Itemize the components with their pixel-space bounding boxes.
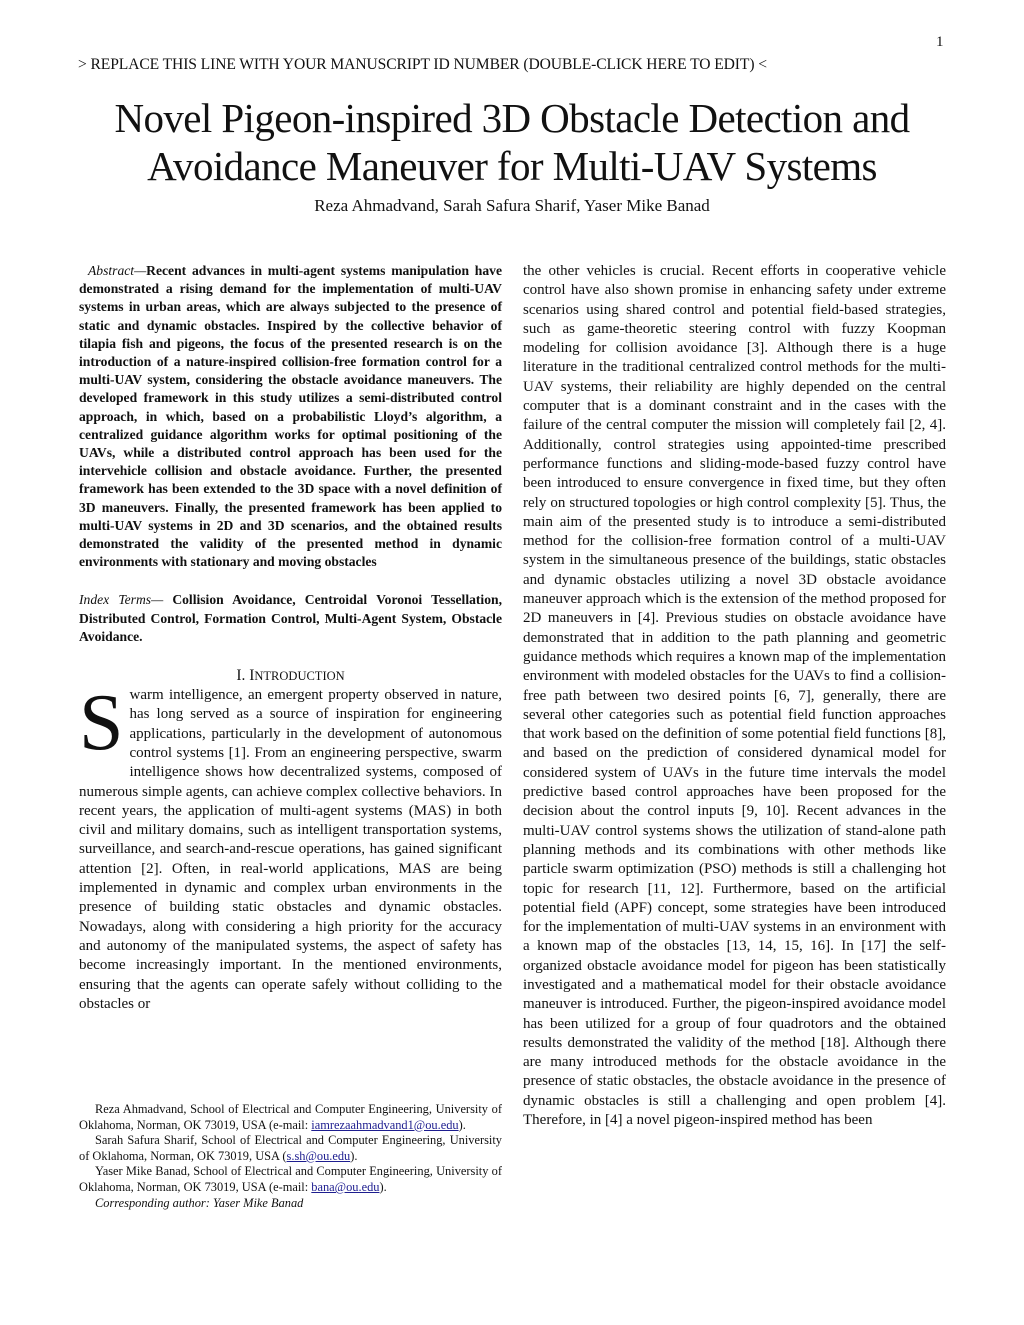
abstract-label: Abstract bbox=[88, 263, 135, 278]
author-list: Reza Ahmadvand, Sarah Safura Sharif, Yaser Mike Banad bbox=[314, 196, 710, 215]
right-column bbox=[523, 262, 946, 1130]
index-terms-text: Collision Avoidance, Centroidal Voronoi Tessellation, Distributed Control, Formation Control, Multi-Agent System, Obstacle Avoidance. bbox=[79, 592, 502, 644]
footnote-text: Yaser Mike Banad, School of Electrical and Computer Engineering, University of Oklahoma, Norman, OK 73019, USA (e-mail: bbox=[79, 1164, 502, 1194]
abstract bbox=[79, 262, 502, 571]
abstract-text: Recent advances in multi-agent systems manipulation have demonstrated a rising demand for the implementation of multi-UAV systems in urban areas, which are always subjected to the presence of static and dynamic obstacles. Inspired by the collective behavior of tilapia fish and pigeons, the focus of the presented research is on the introduction of a nature-inspired collision-free formation control for a multi-UAV system, considering the obstacle avoidance maneuvers. The developed framework in this study utilizes a semi-distributed control approach, in which, based on a probabilistic Lloyd’s algorithm, a centralized guidance algorithm works for optimal positioning of the UAVs, while a distributed control approach has been used for the intervehicle collision and obstacle avoidance. Further, the presented framework has been extended to the 3D space with a novel definition of 3D maneuvers. Finally, the presented framework has been applied to multi-UAV systems in 2D and 3D scenarios, and the obtained results demonstrated the validity of the presented method in dynamic environments with stationary and moving obstacles bbox=[79, 263, 502, 570]
index-terms-label: Index Terms bbox=[79, 592, 152, 608]
footnote-text: Reza Ahmadvand, School of Electrical and Computer Engineering, University of Oklahoma, Norman, OK 73019, USA (e-mail: bbox=[79, 1102, 502, 1132]
footnote-text-end: ). bbox=[458, 1117, 466, 1132]
section-heading-introduction bbox=[79, 666, 502, 686]
index-terms-dash: — bbox=[151, 592, 173, 608]
abstract-dash: — bbox=[134, 263, 147, 278]
footnote-author-2 bbox=[79, 1133, 502, 1164]
section-numeral: I. I bbox=[236, 667, 255, 685]
title-line-1: Novel Pigeon-inspired 3D Obstacle Detection and bbox=[114, 95, 910, 141]
author-footnotes bbox=[79, 1102, 502, 1211]
footnote-author-3 bbox=[79, 1164, 502, 1195]
paper-title bbox=[0, 94, 1024, 190]
footnote-author-1 bbox=[79, 1102, 502, 1133]
title-line-2: Avoidance Maneuver for Multi-UAV Systems bbox=[147, 143, 877, 189]
manuscript-id-header[interactable]: > REPLACE THIS LINE WITH YOUR MANUSCRIPT ID NUMBER (DOUBLE-CLICK HERE TO EDIT) < bbox=[78, 56, 767, 73]
email-link-ahmadvand[interactable]: iamrezaahmadvand1@ou.edu bbox=[311, 1117, 459, 1132]
introduction-paragraph bbox=[79, 679, 502, 1014]
email-link-sharif[interactable]: s.sh@ou.edu bbox=[286, 1148, 351, 1163]
introduction-continued: the other vehicles is crucial. Recent efforts in cooperative vehicle control have also shown promise in enhancing safety under extreme scenarios using shared control and potential field-based strategies, such as game-theoretic steering control with fuzzy Koopman modeling for collision avoidance [3]. Although there is a huge literature in the traditional centralized control methods for the multi-UAV systems, their reliability are highly depended on the central computer that is a dominant constraint and in the cases with the failure of the central computer the mission will completely fail [2, 4]. Additionally, control strategies using appointed-time prescribed performance functions and sliding-mode-based fuzzy control have been introduced to ensure convergence in fixed time, but they often rely on structured topologies or high control complexity [5]. Thus, the main aim of the presented study is to introduce a semi-distributed method for the collision-free formation control of a multi-UAV system in the simultaneous presence of the buildings, static obstacles and dynamic obstacles utilizing a novel 3D obstacle avoidance maneuver approach which is the extension of the method proposed for 2D maneuvers in [4]. Previous studies on obstacle avoidance have demonstrated that in addition to the path planning and geometric guidance methods which requires a known map of the implementation environment with modeled obstacles for the UAVs to find a collision-free path between two desired points [6, 7], generally, there are several other categories such as potential field function approaches that work based on the definition of some potential field functions [8], and based on the prediction of considered dynamical model for considered system of UAVs in the future time intervals the model predictive based control approaches have been proposed for the decision about the control inputs [9, 10]. Recent advances in the multi-UAV control systems shows the utilization of stand-alone path planning methods and its combinations with other methods like particle swarm optimization (PSO) methods is still a challenging hot topic for research [11, 12]. Furthermore, based on the artificial potential field (APF) concept, some strategies have been introduced for the implementation of multi-UAV systems in an environment with a known map of the obstacles [13, 14, 15, 16]. In [17] the self-organized obstacle avoidance model for pigeon has been statistically investigated and a mathematical model for their obstacle avoidance maneuver is introduced. Further, the pigeon-inspired avoidance model has been utilized for a group of four quadrotors and the obtained results demonstrated the validity of the method [18]. Although there are many introduced methods for the obstacle avoidance in the presence of static obstacles, the obstacle avoidance in the presence of dynamic obstacles is still a challenging and open problem [4]. Therefore, in [4] a novel pigeon-inspired method has been bbox=[523, 263, 946, 1129]
footnote-text-end: ). bbox=[350, 1148, 358, 1163]
drop-cap: S bbox=[79, 679, 124, 768]
footnote-text-end: ). bbox=[379, 1179, 387, 1194]
left-column bbox=[79, 262, 502, 1014]
section-heading-rest: NTRODUCTION bbox=[254, 669, 345, 684]
index-terms bbox=[79, 591, 502, 646]
footnote-text: Sarah Safura Sharif, School of Electrical and Computer Engineering, University of Oklahoma, Norman, OK 73019, USA ( bbox=[79, 1133, 502, 1163]
email-link-banad[interactable]: bana@ou.edu bbox=[311, 1179, 380, 1194]
corresponding-author-note: Corresponding author: Yaser Mike Banad bbox=[95, 1195, 304, 1210]
page-number: 1 bbox=[936, 34, 944, 50]
introduction-text: warm intelligence, an emergent property observed in nature, has long served as a source of inspiration for engineering applications, particularly in the development of autonomous control systems [1]. From an engineering perspective, swarm intelligence shows how decentralized systems, composed of numerous simple agents, can achieve complex collective behaviors. In recent years, the application of multi-agent systems (MAS) in both civil and military domains, such as intelligent transportation systems, surveillance, and search-and-rescue operations, has gained significant attention [2]. Often, in real-world applications, MAS are being implemented in dynamic and complex urban environments in the presence of building static obstacles and dynamic obstacles. Nowadays, along with considering a high priority for the accuracy and autonomy of the manipulated systems, the aspect of safety has become increasingly important. In the mentioned environments, ensuring that the agents can operate safely without colliding to the obstacles or bbox=[79, 687, 502, 1012]
